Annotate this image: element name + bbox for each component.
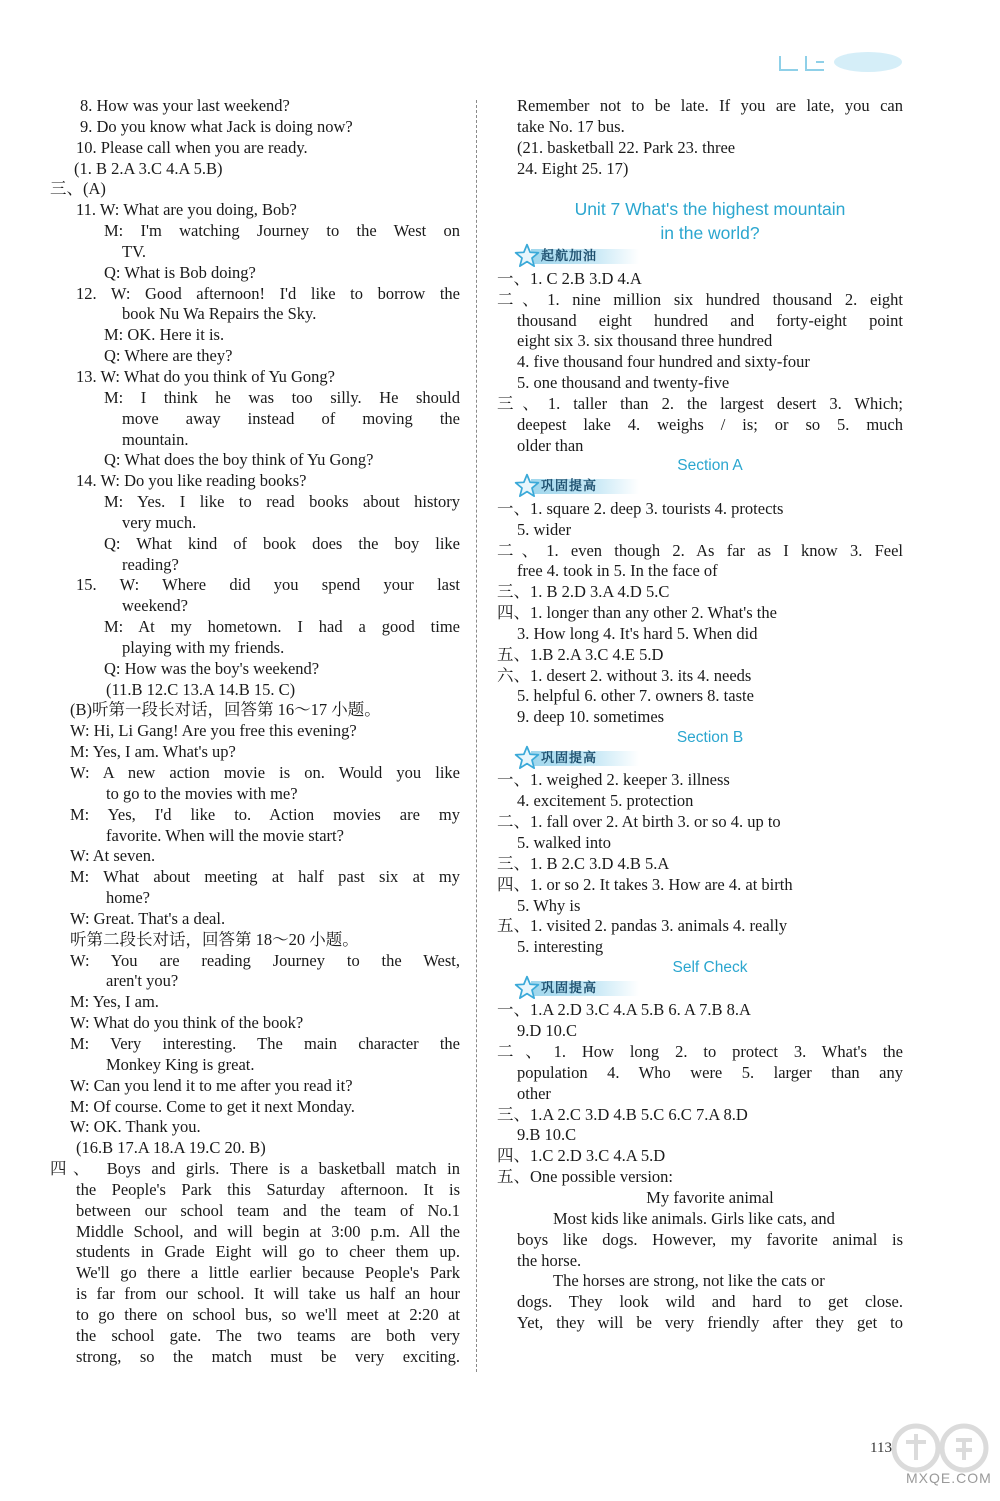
dialogue-line: 11. W: What are you doing, Bob? (76, 200, 297, 220)
dialogue-line: 12. W: Good afternoon! I'd like to borrow the (76, 283, 460, 303)
answer-line: 9.D 10.C (517, 1021, 578, 1041)
dialogue-line: W: Great. That's a deal. (70, 908, 226, 928)
answer-line: 5. helpful 6. other 7. owners 8. taste (517, 686, 754, 706)
star-icon (514, 745, 540, 771)
dialogue-line: W: Hi, Li Gang! Are you free this evening? (70, 721, 357, 741)
passage-line: the People's Park this Saturday afternoon. It is (76, 1179, 460, 1199)
dialogue-line: M: Very interesting. The main character the (70, 1033, 460, 1053)
answer-line: 9.B 10.C (517, 1125, 577, 1145)
answer-line: 一、1. weighed 2. keeper 3. illness (497, 770, 730, 790)
dialogue-line: M: At my hometown. I had a good time (104, 617, 460, 637)
dialogue-line: book Nu Wa Repairs the Sky. (122, 304, 317, 324)
dialogue-line: M: I'm watching Journey to the West on (104, 221, 460, 241)
answer-line: (11.B 12.C 13.A 14.B 15. C) (106, 679, 296, 699)
answer-line: 三、1. B 2.C 3.D 4.B 5.A (497, 853, 670, 873)
answer-line: 5. interesting (517, 937, 604, 957)
dialogue-line: to go to the movies with me? (106, 783, 298, 803)
answer-line: other (517, 1083, 551, 1103)
dialogue-line: favorite. When will the movie start? (106, 825, 344, 845)
dialogue-line: 14. W: Do you like reading books? (76, 471, 307, 491)
right-column (497, 96, 903, 1334)
dialogue-line: mountain. (122, 429, 189, 449)
dialogue-line: aren't you? (106, 971, 179, 991)
left-column (50, 96, 460, 1367)
dialogue-line: Q: What does the boy think of Yu Gong? (104, 450, 374, 470)
answer-line: 三、1. taller than 2. the largest desert 3. Which; (497, 393, 903, 413)
answer-line: 二、1. fall over 2. At birth 3. or so 4. up to (497, 812, 781, 832)
self-check-heading: Self Check (672, 959, 748, 977)
section-tag-gonggu (517, 979, 903, 1000)
dialogue-line: W: At seven. (70, 846, 156, 866)
answer-line: 五、1. visited 2. pandas 3. animals 4. really (497, 916, 788, 936)
answer-line: (1. B 2.A 3.C 4.A 5.B) (74, 158, 223, 178)
answer-line: 4. five thousand four hundred and sixty-four (517, 352, 810, 372)
dialogue-line: Q: How was the boy's weekend? (104, 658, 320, 678)
dialogue-line: reading? (122, 554, 179, 574)
answer-line: deepest lake 4. weighs / is; or so 5. much (517, 414, 903, 434)
dialogue-line: TV. (122, 241, 146, 261)
answer-line: 三、1. B 2.D 3.A 4.D 5.C (497, 582, 670, 602)
dialogue-line: move away instead of moving the (122, 408, 460, 428)
answer-line: 3. How long 4. It's hard 5. When did (517, 623, 758, 643)
dialogue-line: 13. W: What do you think of Yu Gong? (76, 366, 335, 386)
passage-line: Remember not to be late. If you are late, you can (517, 96, 903, 115)
answer-line: 4. excitement 5. protection (517, 791, 694, 811)
dialogue-line: M: Of course. Come to get it next Monday. (70, 1096, 355, 1116)
answer-line: 10. Please call when you are ready. (76, 137, 308, 157)
passage-line: 四、 Boys and girls. There is a basketball match in (50, 1159, 460, 1179)
answer-line: 四、1. longer than any other 2. What's the (497, 603, 777, 623)
passage-line: Middle School, and will begin at 3:00 p.m. All the (76, 1221, 460, 1241)
answer-line: (16.B 17.A 18.A 19.C 20. B) (76, 1138, 266, 1158)
instruction-line: 听第二段长对话，回答第 18～20 小题。 (70, 929, 359, 949)
watermark-text: MXQE.COM (906, 1470, 992, 1486)
tag-label: 起航加油 (541, 249, 598, 265)
star-icon (514, 243, 540, 269)
answer-line: 9. deep 10. sometimes (517, 707, 665, 727)
passage-line: strong, so the match must be very exciting. (76, 1346, 460, 1366)
dialogue-line: W: Can you lend it to me after you read it? (70, 1075, 353, 1095)
section-tag-qixin (517, 247, 903, 268)
passage-line: take No. 17 bus. (517, 116, 625, 136)
dialogue-line: 15. W: Where did you spend your last (76, 575, 460, 595)
answer-line: 二、1. nine million six hundred thousand 2. eight (497, 289, 903, 309)
passage-line: to go there on school bus, so we'll meet at 2:20 at (76, 1304, 460, 1324)
section-a-heading: Section A (677, 457, 743, 475)
corner-decoration (776, 48, 902, 78)
answer-line: 四、1.C 2.D 3.C 4.A 5.D (497, 1146, 666, 1166)
answer-line: 六、1. desert 2. without 3. its 4. needs (497, 665, 752, 685)
dialogue-line: Q: Where are they? (104, 346, 233, 366)
dialogue-line: very much. (122, 512, 197, 532)
tag-label: 巩固提高 (541, 980, 598, 996)
section-marker: 三、(A) (50, 179, 106, 199)
dialogue-line: W: What do you think of the book? (70, 1013, 304, 1033)
answer-line: 5. one thousand and twenty-five (517, 373, 730, 393)
answer-line: 24. Eight 25. 17) (517, 158, 629, 178)
answer-line: 三、1.A 2.C 3.D 4.B 5.C 6.C 7.A 8.D (497, 1104, 748, 1124)
essay-line: The horses are strong, not like the cats or (553, 1271, 825, 1291)
unit-title-line2: in the world? (660, 223, 760, 244)
essay-line: the horse. (517, 1250, 582, 1270)
answer-line: 二、1. even though 2. As far as I know 3. Feel (497, 540, 903, 560)
dialogue-line: home? (106, 888, 150, 908)
dialogue-line: M: Yes, I am. What's up? (70, 742, 236, 762)
answer-line: 9. Do you know what Jack is doing now? (80, 116, 353, 136)
dialogue-line: M: Yes, I'd like to. Action movies are my (70, 804, 460, 824)
dialogue-line: M: Yes. I like to read books about history (104, 492, 460, 512)
essay-line: dogs. They look wild and hard to get close. (517, 1292, 903, 1312)
answer-line: (21. basketball 22. Park 23. three (517, 137, 736, 157)
section-tag-gonggu (517, 477, 903, 498)
essay-title: My favorite animal (646, 1187, 774, 1207)
answer-line: 二、1. How long 2. to protect 3. What's the (497, 1042, 903, 1062)
dialogue-line: weekend? (122, 596, 188, 616)
dialogue-line: M: What about meeting at half past six at my (70, 867, 460, 887)
column-divider (476, 100, 477, 1372)
answer-line: 五、One possible version: (497, 1167, 673, 1187)
dialogue-line: Q: What is Bob doing? (104, 262, 256, 282)
answer-line: free 4. took in 5. In the face of (517, 561, 718, 581)
passage-line: the school gate. The two teams are both very (76, 1325, 460, 1345)
essay-line: Most kids like animals. Girls like cats, and (553, 1208, 835, 1228)
answer-line: 一、1. square 2. deep 3. tourists 4. protects (497, 498, 784, 518)
section-b-heading: Section B (676, 729, 744, 747)
passage-line: students in Grade Eight will go to cheer them up. (76, 1242, 460, 1262)
tag-label: 巩固提高 (541, 479, 598, 495)
star-icon (514, 975, 540, 1001)
answer-line: 5. Why is (517, 895, 581, 915)
essay-line: Yet, they will be very friendly after they get to (517, 1313, 903, 1333)
answer-line: 8. How was your last weekend? (80, 96, 290, 115)
answer-line: population 4. Who were 5. larger than any (517, 1062, 903, 1082)
dialogue-line: W: You are reading Journey to the West, (70, 950, 460, 970)
answer-line: thousand eight hundred and forty-eight point (517, 310, 903, 330)
passage-line: is far from our school. It will take us half an hour (76, 1284, 460, 1304)
passage-line: between our school team and the team of No.1 (76, 1200, 460, 1220)
answer-line: 一、1. C 2.B 3.D 4.A (497, 268, 642, 288)
answer-line: 5. wider (517, 519, 572, 539)
answer-line: older than (517, 435, 584, 455)
star-icon (514, 473, 540, 499)
dialogue-line: Monkey King is great. (106, 1054, 255, 1074)
answer-line: 一、1.A 2.D 3.C 4.A 5.B 6. A 7.B 8.A (497, 1000, 751, 1020)
dialogue-line: M: Yes, I am. (70, 992, 159, 1012)
answer-line: 四、1. or so 2. It takes 3. How are 4. at birth (497, 874, 793, 894)
dialogue-line: M: I think he was too silly. He should (104, 387, 460, 407)
dialogue-line: Q: What kind of book does the boy like (104, 533, 460, 553)
answer-line: eight six 3. six thousand three hundred (517, 331, 773, 351)
dialogue-line: M: OK. Here it is. (104, 325, 225, 345)
page-number: 113 (870, 1440, 892, 1456)
instruction-line: (B)听第一段长对话，回答第 16～17 小题。 (70, 700, 381, 720)
answer-line: 五、1.B 2.A 3.C 4.E 5.D (497, 644, 664, 664)
section-tag-gonggu (517, 749, 903, 770)
essay-line: boys like dogs. However, my favorite animal is (517, 1229, 903, 1249)
tag-label: 巩固提高 (541, 750, 598, 766)
dialogue-line: W: OK. Thank you. (70, 1117, 201, 1137)
dialogue-line: playing with my friends. (122, 637, 285, 657)
dialogue-line: W: A new action movie is on. Would you like (70, 763, 460, 782)
passage-line: We'll go there a little earlier because People's Park (76, 1263, 460, 1283)
answer-line: 5. walked into (517, 832, 611, 852)
unit-title: Unit 7 What's the highest mountain (574, 199, 846, 220)
